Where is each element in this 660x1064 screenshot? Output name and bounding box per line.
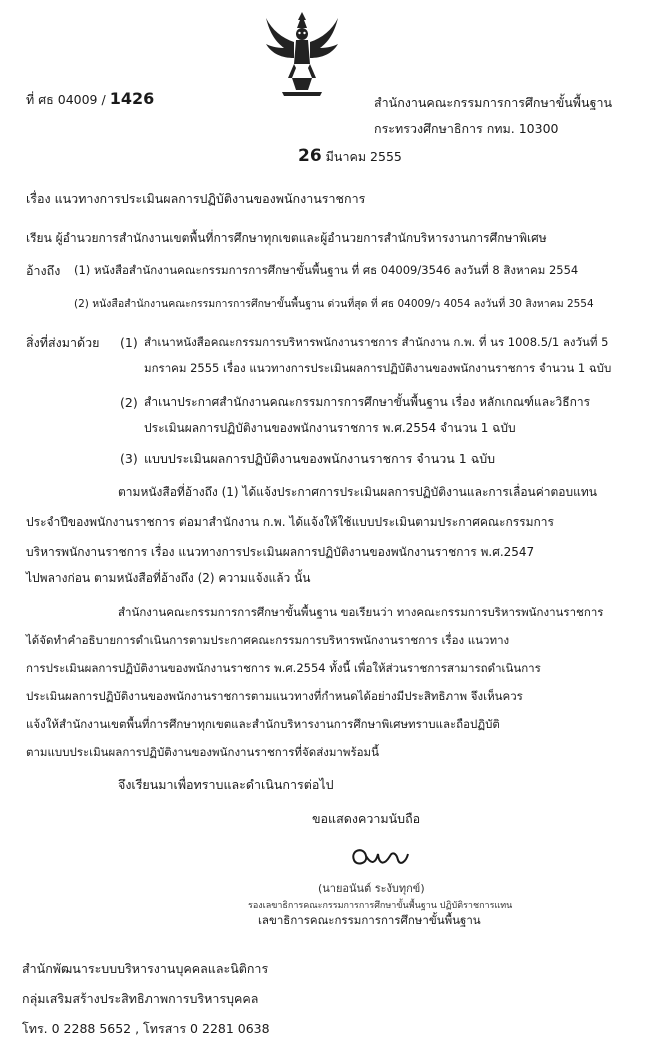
reference-number-value: 1426 <box>109 89 155 108</box>
paragraph-2-line-4: ประเมินผลการปฏิบัติงานของพนักงานราชการตามแนวทางที่กำหนดได้อย่างมีประสิทธิภาพ จึงเห็นควร <box>26 689 523 703</box>
enclosures-label: สิ่งที่ส่งมาด้วย <box>26 335 100 350</box>
paragraph-2-line-5: แจ้งให้สำนักงานเขตพื้นที่การศึกษาทุกเขตและสำนักบริหารงานการศึกษาพิเศษทราบและถือปฏิบัติ <box>26 717 500 731</box>
issuing-office: สำนักงานคณะกรรมการการศึกษาขั้นพื้นฐาน <box>374 95 613 110</box>
enclosure-1-line1: สำเนาหนังสือคณะกรรมการบริหารพนักงานราชการ สำนักงาน ก.พ. ที่ นร 1008.5/1 ลงวันที่ 5 <box>144 335 609 349</box>
paragraph-2-line-2: ได้จัดทำคำอธิบายการดำเนินการตามประกาศคณะกรรมการบริหารพนักงานราชการ เรื่อง แนวทาง <box>26 633 510 647</box>
enclosure-2-line2: ประเมินผลการปฏิบัติงานของพนักงานราชการ พ.ศ.2554 จำนวน 1 ฉบับ <box>144 421 516 435</box>
paragraph-1-line-3: บริหารพนักงานราชการ เรื่อง แนวทางการประเมินผลการปฏิบัติงานของพนักงานราชการ พ.ศ.2547 <box>26 545 535 559</box>
references-label: อ้างถึง <box>26 263 61 278</box>
garuda-emblem-icon <box>262 8 342 98</box>
signatory-title: เลขาธิการคณะกรรมการการศึกษาขั้นพื้นฐาน <box>258 913 481 927</box>
paragraph-2-line-6: ตามแบบประเมินผลการปฏิบัติงานของพนักงานราชการที่จัดส่งมาพร้อมนี้ <box>26 745 379 759</box>
paragraph-1-line-2: ประจำปีของพนักงานราชการ ต่อมาสำนักงาน ก.พ. ได้แจ้งให้ใช้แบบประเมินตามประกาศคณะกรรมการ <box>26 515 554 529</box>
issuing-ministry-address: กระทรวงศึกษาธิการ กทม. 10300 <box>374 121 559 136</box>
reference-prefix: ที่ ศธ 04009 / <box>26 92 106 107</box>
enclosure-3-line1: แบบประเมินผลการปฏิบัติงานของพนักงานราชการ จำนวน 1 ฉบับ <box>144 451 496 466</box>
enclosure-2-line1: สำเนาประกาศสำนักงานคณะกรรมการการศึกษาขั้นพื้นฐาน เรื่อง หลักเกณฑ์และวิธีการ <box>144 395 591 409</box>
paragraph-1-line-4: ไปพลางก่อน ตามหนังสือที่อ้างถึง (2) ความแจ้งแล้ว นั้น <box>26 571 311 585</box>
footer-unit-2: กลุ่มเสริมสร้างประสิทธิภาพการบริหารบุคคล <box>22 991 259 1006</box>
handwritten-signature <box>346 842 410 872</box>
subject-line: เรื่อง แนวทางการประเมินผลการปฏิบัติงานของพนักงานราชการ <box>26 191 366 206</box>
letter-date <box>298 148 402 165</box>
reference-item-1: (1) หนังสือสำนักงานคณะกรรมการการศึกษาขั้นพื้นฐาน ที่ ศธ 04009/3546 ลงวันที่ 8 สิงหาคม 2554 <box>74 263 579 277</box>
addressee-line: เรียน ผู้อำนวยการสำนักงานเขตพื้นที่การศึกษาทุกเขตและผู้อำนวยการสำนักบริหารงานการศึกษาพิเศษ <box>26 231 547 245</box>
date-month-year: มีนาคม 2555 <box>325 149 402 164</box>
enclosure-1-number: (1) <box>120 335 138 350</box>
reference-item-2: (2) หนังสือสำนักงานคณะกรรมการการศึกษาขั้นพื้นฐาน ด่วนที่สุด ที่ ศธ 04009/ว 4054 ลงวันที่ 30 สิงหาคม 2554 <box>74 298 594 310</box>
enclosure-3-number: (3) <box>120 451 138 466</box>
signoff: ขอแสดงความนับถือ <box>312 811 421 826</box>
date-day: 26 <box>298 146 322 166</box>
reference-number <box>26 90 154 108</box>
enclosure-2-number: (2) <box>120 395 138 410</box>
enclosure-1-line2: มกราคม 2555 เรื่อง แนวทางการประเมินผลการปฏิบัติงานของพนักงานราชการ จำนวน 1 ฉบับ <box>144 361 612 375</box>
paragraph-2-line-3: การประเมินผลการปฏิบัติงานของพนักงานราชการ พ.ศ.2554 ทั้งนี้ เพื่อให้ส่วนราชการสามารถดำเนินการ <box>26 661 541 675</box>
paragraph-1-line-1: ตามหนังสือที่อ้างถึง (1) ได้แจ้งประกาศการประเมินผลการปฏิบัติงานและการเลื่อนค่าตอบแทน <box>118 485 597 499</box>
footer-contact: โทร. 0 2288 5652 , โทรสาร 0 2281 0638 <box>22 1021 270 1036</box>
signatory-name: (นายอนันต์ ระงับทุกข์) <box>318 882 425 895</box>
closing-request: จึงเรียนมาเพื่อทราบและดำเนินการต่อไป <box>118 777 334 792</box>
signatory-position: รองเลขาธิการคณะกรรมการการศึกษาขั้นพื้นฐาน ปฏิบัติราชการแทน <box>248 901 513 911</box>
footer-unit-1: สำนักพัฒนาระบบบริหารงานบุคคลและนิติการ <box>22 961 269 976</box>
paragraph-2-line-1: สำนักงานคณะกรรมการการศึกษาขั้นพื้นฐาน ขอเรียนว่า ทางคณะกรรมการบริหารพนักงานราชการ <box>118 605 604 619</box>
